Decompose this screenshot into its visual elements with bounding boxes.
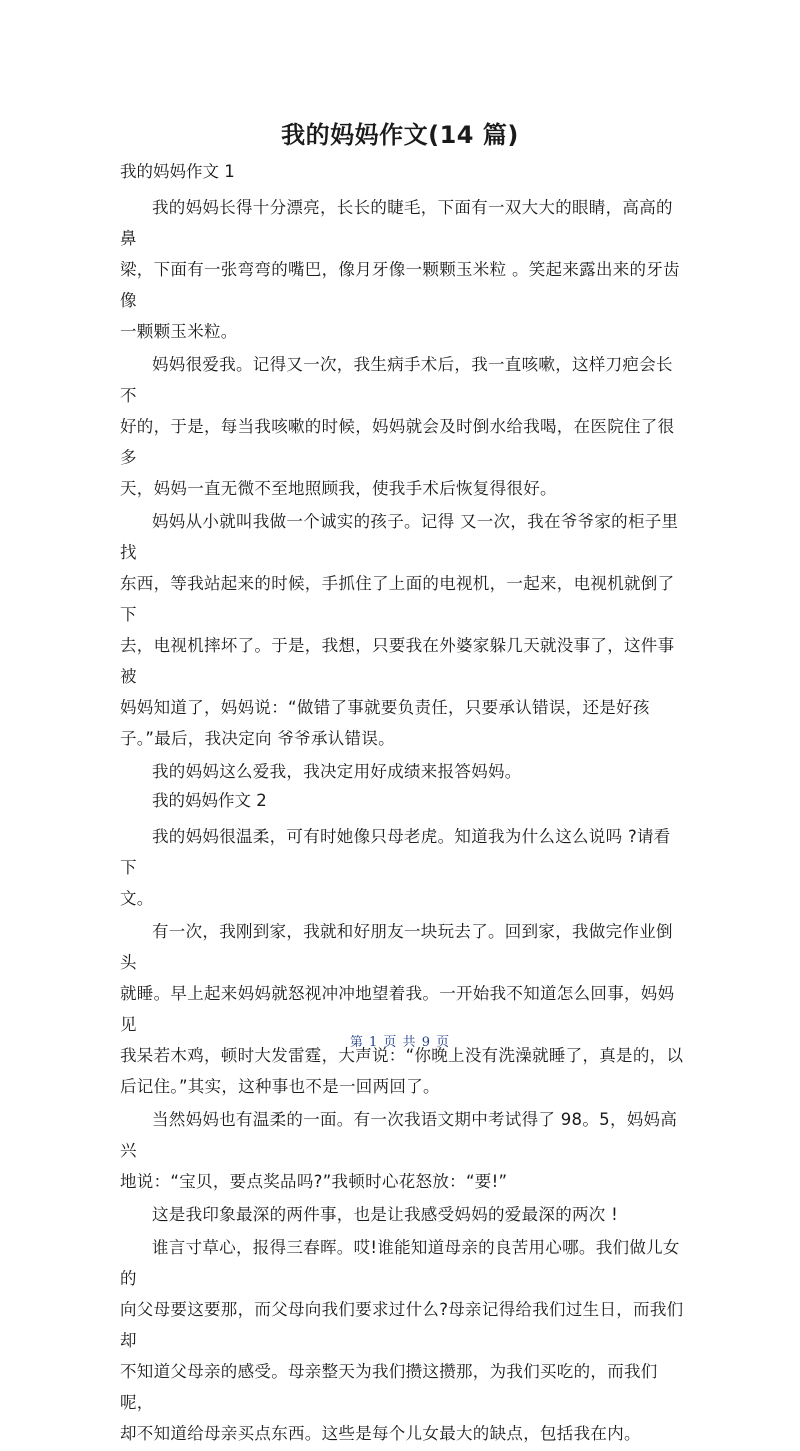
paragraph: 谁言寸草心，报得三春晖。哎!谁能知道母亲的良苦用心哪。我们做儿女的 向父母要这要那，而父母向我们要求过什么?母亲记得给我们过生日，而我们却 不知道父母亲的感受。母亲整天为我们攒这攒那，为我们买吃的，而我们呢， 却不知道给母亲买点东西。这些是每个儿女最大的缺点，包括我在内。 [120,1238,684,1443]
paragraph: 我的妈妈这么爱我，我决定用好成绩来报答妈妈。 [152,762,522,781]
paragraph: 我的妈妈很温柔，可有时她像只母老虎。知道我为什么这么说吗 ?请看下 文。 [120,827,671,908]
section-heading-2: 我的妈妈作文 2 [152,791,267,810]
paragraph: 妈妈从小就叫我做一个诚实的孩子。记得 又一次，我在爷爷家的柜子里找 东西，等我站起来的时候，手抓住了上面的电视机，一起来，电视机就倒了下 去，电视机摔坏了。于是，我想，只要我在外婆家躲几天就没事了，这件事被 妈妈知道了，妈妈说：“做错了事就要负责任，只要承认错误，还是好孩 子。”最后，我决定向 爷爷承认错误。 [120,512,679,748]
section-heading-1: 我的妈妈作文 1 [120,162,235,181]
paragraph: 妈妈很爱我。记得又一次，我生病手术后，我一直咳嗽，这样刀疤会长不 好的，于是，每当我咳嗽的时候，妈妈就会及时倒水给我喝，在医院住了很多 天，妈妈一直无微不至地照顾我，使我手术后恢复得很好。 [120,355,675,498]
page-footer: 第 1 页 共 9 页 [349,1035,451,1050]
document-title: 我的妈妈作文(14 篇) [281,121,519,149]
document-body [120,160,685,1451]
paragraph: 这是我印象最深的两件事，也是让我感受妈妈的爱最深的两次 ! [152,1205,619,1224]
paragraph: 我的妈妈长得十分漂亮，长长的睫毛，下面有一双大大的眼睛，高高的鼻 梁，下面有一张弯弯的嘴巴，像月牙像一颗颗玉米粒 。笑起来露出来的牙齿像 一颗颗玉米粒。 [120,198,680,341]
paragraph: 有一次，我刚到家，我就和好朋友一块玩去了。回到家，我做完作业倒头 就睡。早上起来妈妈就怒视冲冲地望着我。一开始我不知道怎么回事，妈妈见 我呆若木鸡，顿时大发雷霆，大声说：“你晚上没有洗澡就睡了，真是的，以 后记住。”其实，这种事也不是一回两回了。 [120,922,684,1096]
paragraph: 当然妈妈也有温柔的一面。有一次我语文期中考试得了 98。5，妈妈高兴 地说：“宝贝，要点奖品吗?”我顿时心花怒放：“要!” [120,1110,678,1191]
